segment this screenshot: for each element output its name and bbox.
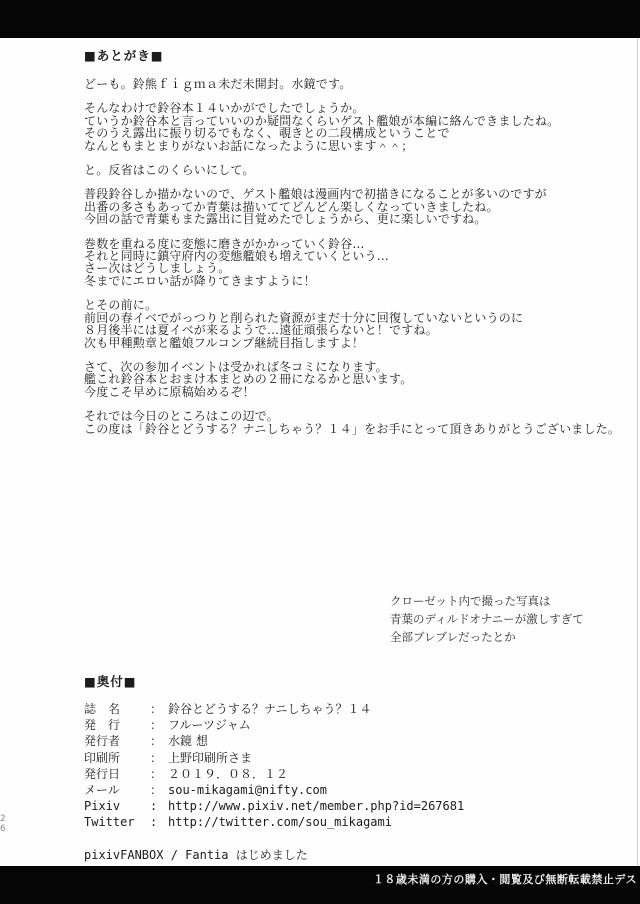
- colophon-value-circle: フルーツジャム: [168, 718, 251, 733]
- afterword-section: [84, 46, 620, 447]
- colophon-label: メール: [84, 783, 120, 798]
- page-number: 26: [0, 814, 6, 834]
- colophon-separator: :: [150, 799, 158, 814]
- afterword-heading: ■あとがき■: [84, 48, 164, 63]
- text-line: ていうか鈴谷本と言っていいのか疑問なくらいゲスト艦娘が本編に絡んできましたね。: [84, 113, 560, 128]
- colophon-row: [84, 701, 464, 717]
- text-line: さー次はどうしましょう。: [84, 261, 231, 276]
- text-line: さて、次の参加イベントは受かれば冬コミになります。: [84, 359, 388, 374]
- colophon-row: [84, 766, 464, 782]
- colophon-separator: ：: [150, 702, 163, 716]
- colophon-value-twitter-url: http://twitter.com/sou_mikagami: [168, 815, 392, 830]
- colophon-label: 印刷所: [84, 750, 121, 765]
- colophon-separator: ：: [150, 766, 163, 781]
- fanbox-fantia-note: pixivFANBOX / Fantia はじめました: [84, 847, 308, 862]
- colophon-label: Twitter: [84, 815, 135, 830]
- text-line: 冬までにエロい話が降りてきますように！: [84, 273, 316, 288]
- colophon-label: 発行者: [84, 734, 121, 749]
- text-line: 全部ブレブレだったとか: [390, 630, 516, 644]
- colophon-value-email: sou-mikagami@nifty.com: [168, 783, 327, 798]
- text-line: と。反省はこのくらいにして。: [84, 163, 255, 178]
- afterword-paragraph: [84, 299, 620, 349]
- afterword-paragraph: [84, 410, 620, 435]
- text-line: そんなわけで鈴谷本１４いかがでしたでしょうか。: [84, 101, 365, 116]
- colophon-row: [84, 733, 464, 749]
- afterword-paragraph: [84, 188, 620, 225]
- top-black-bar: [0, 0, 640, 38]
- colophon-value-title: 鈴谷とどうする？ナニしちゃう？１４: [168, 702, 372, 716]
- text-line: とその前に。: [84, 298, 158, 313]
- text-line: クローゼット内で撮った写真は: [390, 594, 551, 608]
- text-line: 出番の多さもあってか青葉は描いててどんどん楽しくなっていきましたね。: [84, 199, 499, 214]
- text-line: ８月後半には夏イベが来るようで…遠征頑張らないと！ですね。: [84, 323, 438, 338]
- bottom-black-bar: [0, 866, 640, 904]
- text-line: 青葉のディルドオナニーが激しすぎて: [390, 612, 584, 626]
- colophon-row: [84, 814, 464, 830]
- colophon-row: [84, 798, 464, 814]
- margin-note: [390, 592, 584, 646]
- text-line: なんともまとまりがないお話になったように思います＾＾；: [84, 138, 414, 153]
- colophon-heading: ■奥付■: [84, 674, 137, 689]
- text-line: 今度こそ早めに原稿始めるぞ！: [84, 384, 255, 399]
- afterword-paragraph: [84, 164, 620, 176]
- colophon-separator: ：: [150, 783, 163, 798]
- afterword-paragraph: [84, 102, 620, 152]
- scan-edge-line: [637, 38, 638, 866]
- afterword-paragraph: [84, 238, 620, 288]
- text-line: 次も甲種勲章と艦娘フルコンプ継続目指しますよ！: [84, 335, 365, 350]
- afterword-paragraph: [84, 361, 620, 398]
- text-line: どーも。鈴熊ｆｉｇｍａ未だ未開封。水鏡です。: [84, 77, 352, 91]
- colophon-value-date: ２０１９．０８．１２: [168, 766, 289, 781]
- colophon-separator: ：: [150, 734, 163, 749]
- afterword-paragraph: [84, 78, 620, 90]
- colophon-label: 発 行: [84, 718, 121, 733]
- colophon-separator: ：: [150, 750, 163, 765]
- text-line: それと同時に鎮守府内の変態艦娘も増えていくという…: [84, 249, 390, 264]
- colophon-value-printer: 上野印刷所さま: [168, 750, 253, 765]
- colophon-label: Pixiv: [84, 799, 121, 814]
- text-line: 艦これ鈴谷本とおまけ本まとめの２冊になるかと思います。: [84, 372, 413, 387]
- age-restriction-notice: １８歳未満の方の購入・閲覧及び無断転載禁止デス: [372, 873, 637, 886]
- colophon-separator: :: [150, 815, 158, 830]
- colophon-value-pixiv-url: http://www.pixiv.net/member.php?id=267681: [168, 799, 465, 814]
- colophon-row: [84, 782, 464, 798]
- colophon-value-author: 水鏡 想: [168, 734, 208, 749]
- colophon-section: [84, 672, 464, 863]
- text-line: この度は「鈴谷とどうする？ナニしちゃう？１４」をお手にとって頂きありがとうございました。: [84, 421, 621, 436]
- colophon-row: [84, 717, 464, 733]
- text-line: 巻数を重ねる度に変態に磨きがかかっていく鈴谷…: [84, 236, 365, 251]
- text-line: 前回の春イベでがっつりと削られた資源がまだ十分に回復していないというのに: [84, 310, 524, 325]
- text-line: 普段鈴谷しか描かないので、ゲスト艦娘は漫画内で初描きになることが多いのですが: [84, 187, 547, 202]
- colophon-row: [84, 750, 464, 766]
- colophon-label: 誌 名: [84, 702, 121, 716]
- text-line: そのうえ露出に振り切るでもなく、覗きとの二段構成ということで: [84, 126, 450, 141]
- text-line: それでは今日のところはこの辺で。: [84, 409, 279, 424]
- colophon-separator: ：: [150, 718, 163, 733]
- colophon-label: 発行日: [84, 766, 121, 781]
- text-line: 今回の話で青葉もまた露出に目覚めたでしょうから、更に楽しいですね。: [84, 212, 487, 227]
